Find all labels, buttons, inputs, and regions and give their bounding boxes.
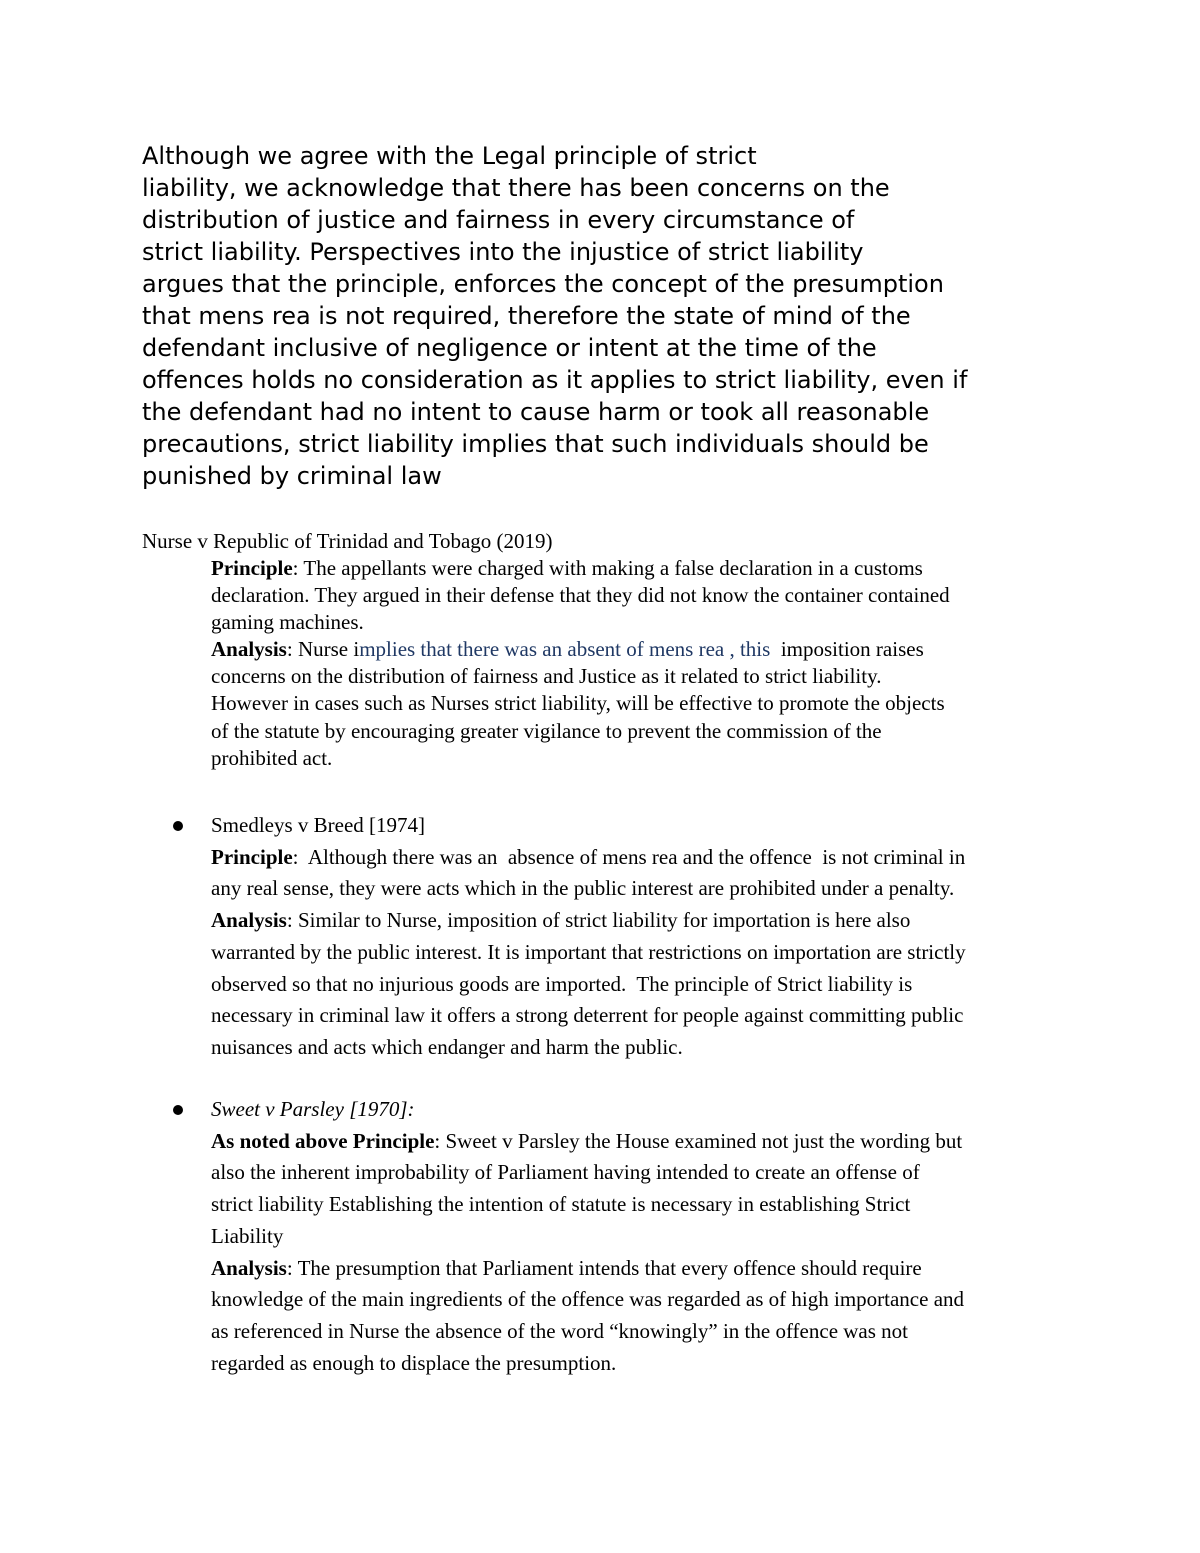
analysis-line: However in cases such as Nurses strict liability, will be effective to promote the objects — [211, 691, 945, 716]
principle-line: gaming machines. — [211, 610, 364, 635]
analysis-text: imposition raises — [770, 637, 924, 662]
intro-line: punished by criminal law — [142, 462, 442, 490]
intro-line: liability, we acknowledge that there has been concerns on the — [142, 174, 890, 202]
principle-label: As noted above Principle — [211, 1128, 435, 1153]
analysis-line: nuisances and acts which endanger and harm the public. — [211, 1034, 683, 1059]
principle-text: : The appellants were charged with making a false declaration in a customs — [292, 556, 923, 580]
analysis-line — [211, 636, 950, 663]
analysis-label: Analysis — [211, 1255, 287, 1280]
analysis-label: Analysis — [211, 637, 287, 662]
analysis-line — [211, 1253, 964, 1285]
analysis-line: knowledge of the main ingredients of the offence was regarded as of high importance and — [211, 1287, 965, 1312]
principle-text: : Sweet v Parsley the House examined not just the wording but — [434, 1128, 963, 1153]
principle-label: Principle — [211, 556, 293, 580]
intro-line: argues that the principle, enforces the concept of the presumption — [142, 270, 944, 298]
analysis-line: as referenced in Nurse the absence of the word “knowingly” in the offence was not — [211, 1318, 909, 1343]
analysis-line: of the statute by encouraging greater vigilance to prevent the commission of the — [211, 718, 882, 743]
analysis-text: : Similar to Nurse, imposition of strict liability for importation is here also — [286, 908, 911, 933]
intro-line: distribution of justice and fairness in every circumstance of — [142, 206, 855, 234]
case-title-sweet-text: Sweet v Parsley [1970]: — [211, 1097, 415, 1121]
bullet-icon — [173, 1105, 183, 1115]
analysis-text: : Nurse i — [286, 637, 360, 662]
intro-line: the defendant had no intent to cause harm or took all reasonable — [142, 398, 930, 426]
intro-paragraph — [142, 140, 1072, 492]
principle-line: declaration. They argued in their defense that they did not know the container contained — [211, 583, 950, 608]
case-title-nurse: Nurse v Republic of Trinidad and Tobago (2019) — [142, 529, 553, 553]
principle-line — [211, 842, 966, 874]
analysis-line: necessary in criminal law it offers a strong deterrent for people against committing public — [211, 1003, 964, 1028]
analysis-label: Analysis — [211, 908, 287, 933]
principle-label: Principle — [211, 844, 293, 869]
case-title-smedleys: Smedleys v Breed [1974] — [211, 813, 426, 837]
intro-line: offences holds no consideration as it applies to strict liability, even if — [142, 366, 968, 394]
intro-line: defendant inclusive of negligence or intent at the time of the — [142, 334, 877, 362]
principle-line — [211, 555, 950, 582]
analysis-line: prohibited act. — [211, 745, 333, 770]
principle-line: Liability — [211, 1223, 284, 1248]
intro-line: that mens rea is not required, therefore the state of mind of the — [142, 302, 911, 330]
analysis-line: observed so that no injurious goods are imported. The principle of Strict liability is — [211, 971, 913, 996]
intro-line: precautions, strict liability implies that such individuals should be — [142, 430, 929, 458]
analysis-line: warranted by the public interest. It is important that restrictions on importation are strictly — [211, 939, 966, 964]
analysis-line: regarded as enough to displace the presumption. — [211, 1350, 617, 1375]
highlighted-text: mplies that there was an absent of mens rea , this — [359, 637, 771, 662]
principle-line: strict liability Establishing the intention of statute is necessary in establishing Strict — [211, 1192, 911, 1217]
principle-line: any real sense, they were acts which in the public interest are prohibited under a penalty. — [211, 876, 955, 901]
analysis-text: : The presumption that Parliament intends that every offence should require — [286, 1255, 922, 1280]
analysis-line: concerns on the distribution of fairness and Justice as it related to strict liability. — [211, 664, 882, 689]
intro-line: Although we agree with the Legal principle of strict — [142, 142, 757, 170]
case-body-nurse — [211, 555, 950, 772]
case-sweet — [211, 1094, 964, 1379]
analysis-line — [211, 905, 966, 937]
principle-line: also the inherent improbability of Parliament having intended to create an offense of — [211, 1160, 920, 1185]
principle-text: : Although there was an absence of mens rea and the offence is not criminal in — [292, 844, 966, 869]
intro-line: strict liability. Perspectives into the injustice of strict liability — [142, 238, 864, 266]
case-smedleys — [211, 810, 966, 1064]
bullet-icon — [173, 821, 183, 831]
case-title-sweet — [211, 1094, 964, 1126]
principle-line — [211, 1126, 964, 1158]
